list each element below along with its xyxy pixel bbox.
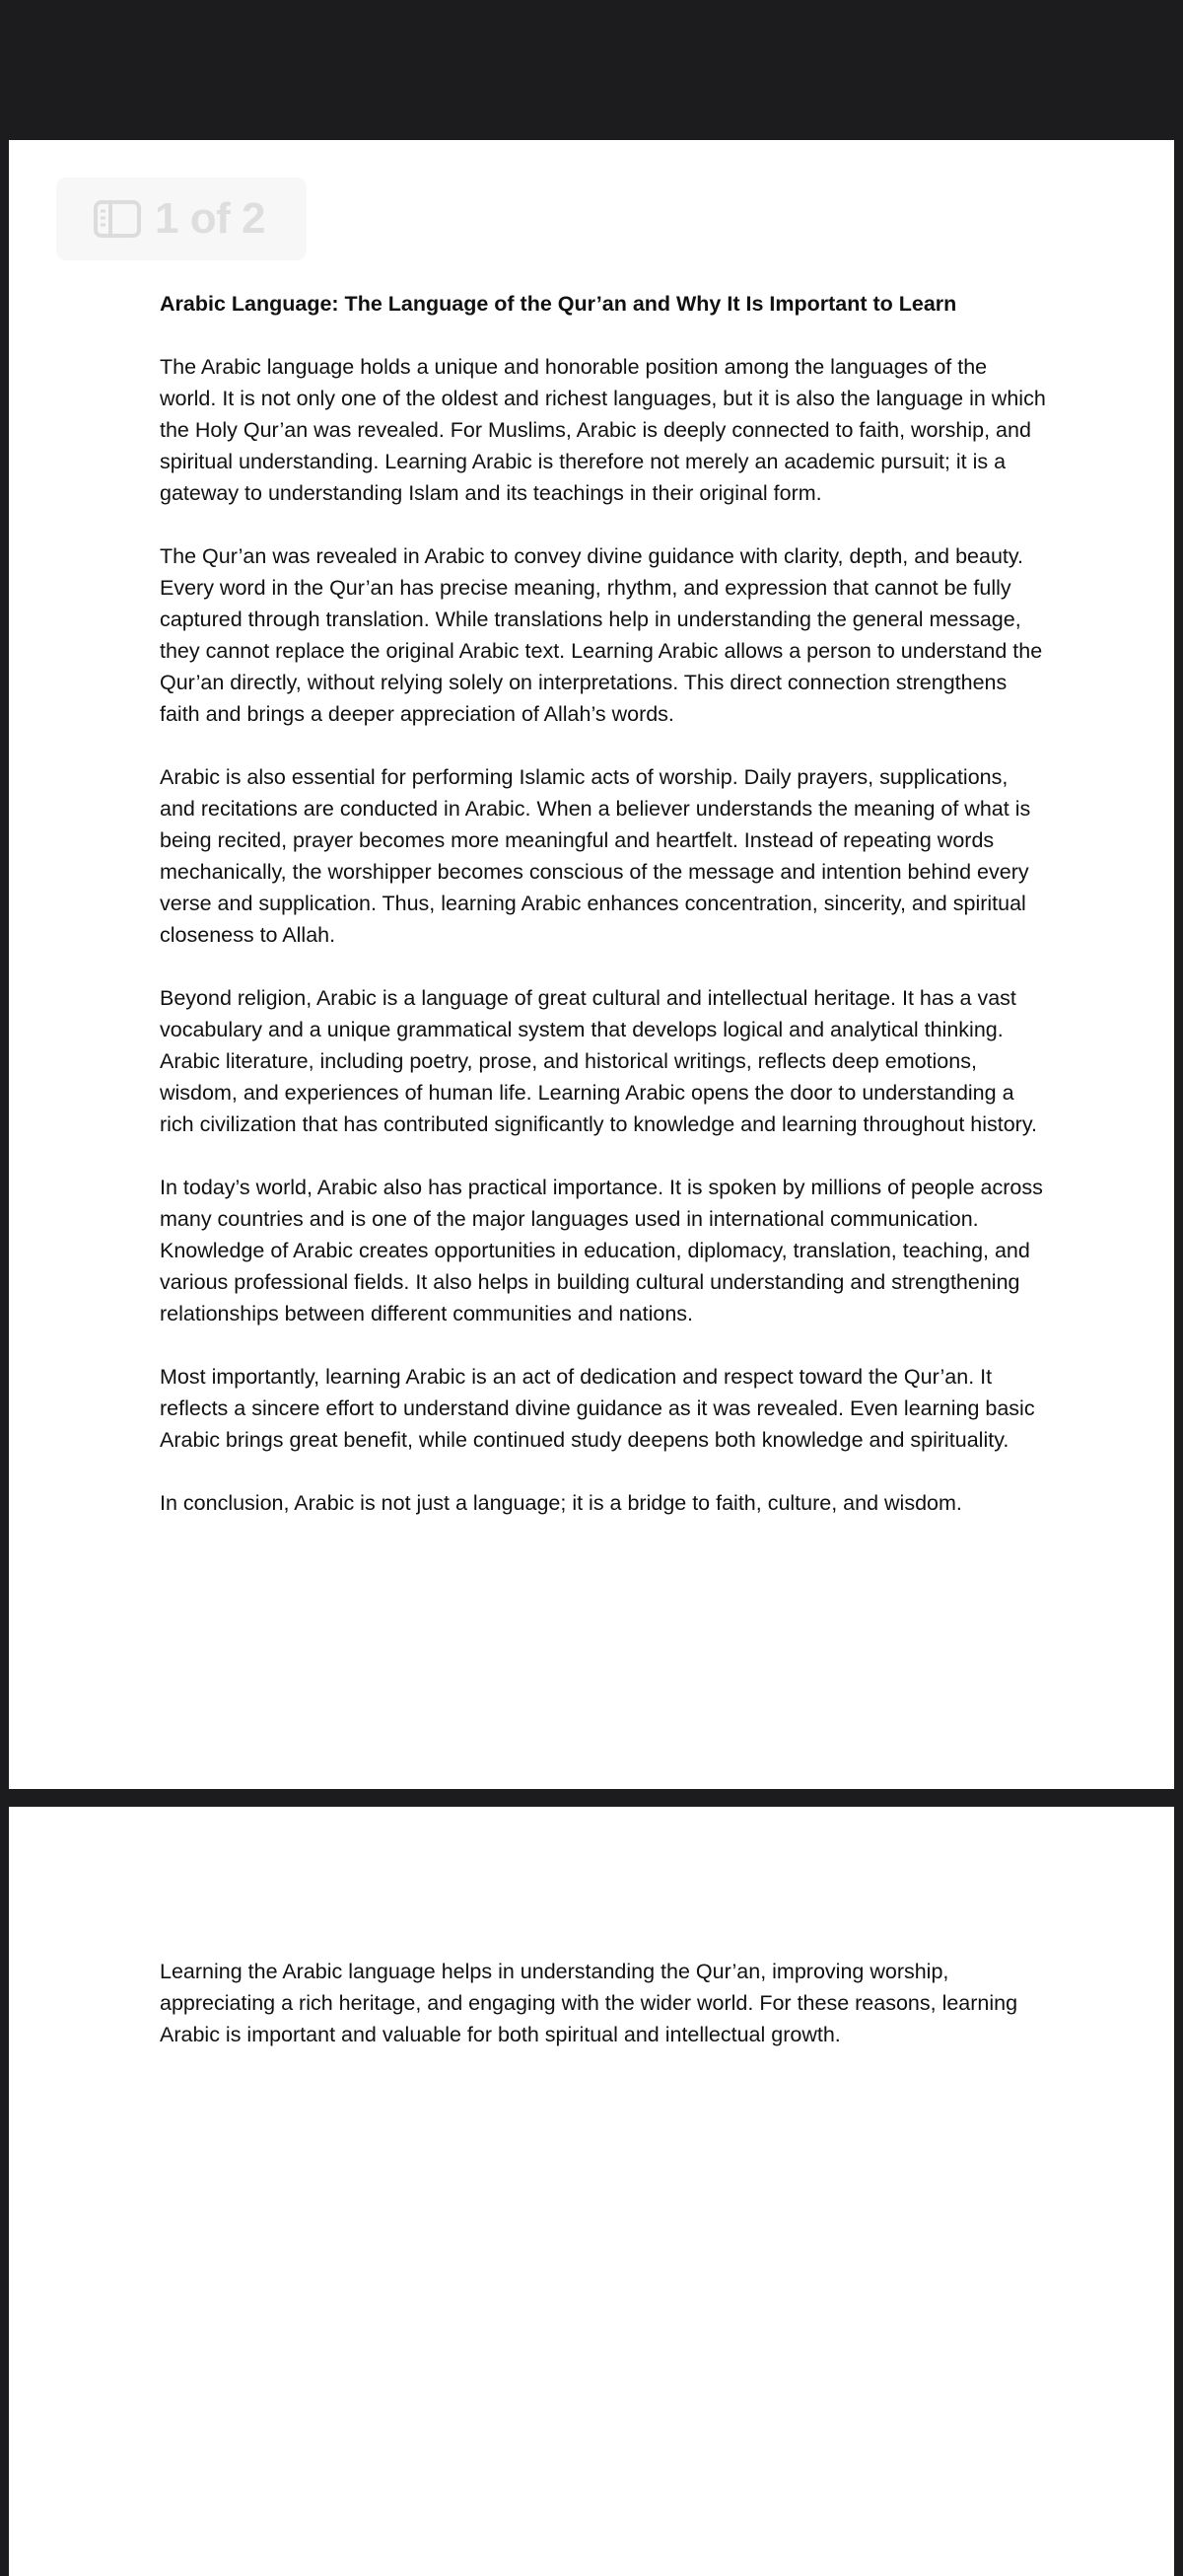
page-indicator[interactable]: [56, 178, 307, 260]
paragraph: Arabic is also essential for performing Islamic acts of worship. Daily prayers, supplications, and recitations are conducted in Arabic. When a believer understands the meaning of what is being recited, prayer becomes more meaningful and heartfelt. Instead of repeating words mechanically, the worshipper becomes conscious of the message and intention behind every verse and supplication. Thus, learning Arabic enhances concentration, sincerity, and spiritual closeness to Allah.: [160, 765, 1031, 947]
paragraph: The Arabic language holds a unique and honorable position among the languages of the world. It is not only one of the oldest and richest languages, but it is also the language in which the Holy Qur’an was revealed. For Muslims, Arabic is deeply connected to faith, worship, and spiritual understanding. Learning Arabic is therefore not merely an academic pursuit; it is a gateway to understanding Islam and its teachings in their original form.: [160, 355, 1046, 505]
page-1-content: [160, 288, 1047, 1550]
paragraph: In conclusion, Arabic is not just a language; it is a bridge to faith, culture, and wisdom.: [160, 1491, 962, 1515]
paragraph: The Qur’an was revealed in Arabic to convey divine guidance with clarity, depth, and beauty. Every word in the Qur’an has precise meaning, rhythm, and expression that cannot be fully captured through translation. While translations help in understanding the general message, they cannot replace the original Arabic text. Learning Arabic allows a person to understand the Qur’an directly, without relying solely on interpretations. This direct connection strengthens faith and brings a deeper appreciation of Allah’s words.: [160, 544, 1043, 726]
page-indicator-label: 1 of 2: [155, 194, 265, 243]
document-title: Arabic Language: The Language of the Qur’an and Why It Is Important to Learn: [160, 292, 957, 316]
paragraph: Learning the Arabic language helps in understanding the Qur’an, improving worship, appreciating a rich heritage, and engaging with the wider world. For these reasons, learning Arabic is important and valuable for both spiritual and intellectual growth.: [160, 1960, 1018, 2046]
page-2-content: [160, 1956, 1047, 2082]
sidebar-toggle-icon[interactable]: [94, 200, 141, 238]
document-page-2[interactable]: [9, 1807, 1174, 2576]
paragraph: Beyond religion, Arabic is a language of great cultural and intellectual heritage. It has a vast vocabulary and a unique grammatical system that develops logical and analytical thinking. Arabic literature, including poetry, prose, and historical writings, reflects deep emotions, wisdom, and experiences of human life. Learning Arabic opens the door to understanding a rich civilization that has contributed significantly to knowledge and learning throughout history.: [160, 986, 1037, 1136]
paragraph: Most importantly, learning Arabic is an act of dedication and respect toward the Qur’an. It reflects a sincere effort to understand divine guidance as it was revealed. Even learning basic Arabic brings great benefit, while continued study deepens both knowledge and spirituality.: [160, 1365, 1035, 1452]
paragraph: In today’s world, Arabic also has practical importance. It is spoken by millions of people across many countries and is one of the major languages used in international communication. Knowledge of Arabic creates opportunities in education, diplomacy, translation, teaching, and various professional fields. It also helps in building cultural understanding and strengthening relationships between different communities and nations.: [160, 1176, 1043, 1325]
document-page-1[interactable]: [9, 140, 1174, 1789]
